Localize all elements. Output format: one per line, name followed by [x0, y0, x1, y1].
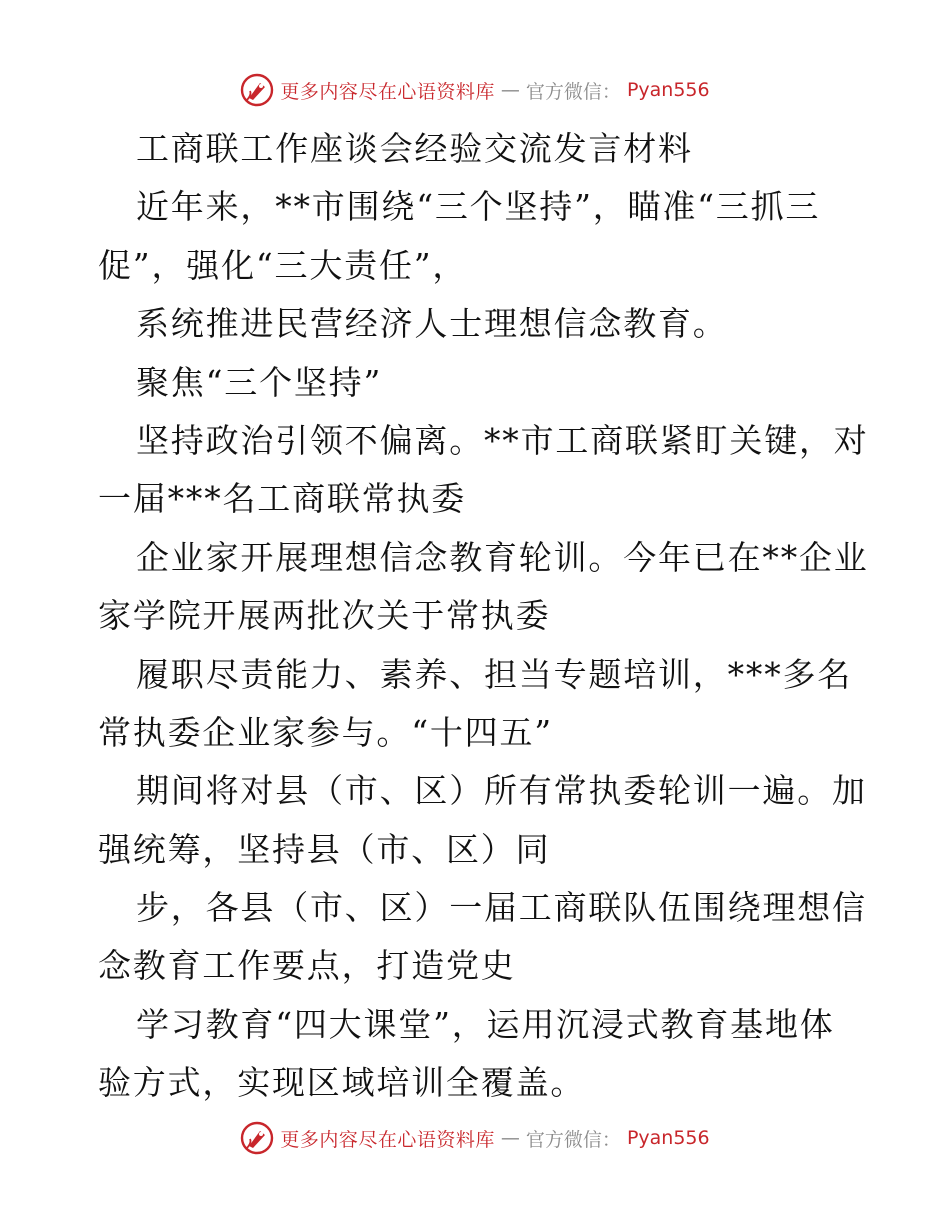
- watermark-wechat-id: Pyan556: [626, 1127, 710, 1149]
- watermark-site-text: 更多内容尽在心语资料库: [280, 1128, 495, 1151]
- paragraph-line: 家学院开展两批次关于常执委: [98, 596, 551, 636]
- paragraph-line: 念教育工作要点，打造党史: [98, 946, 516, 986]
- section-heading: 聚焦“三个坚持”: [136, 362, 383, 402]
- paragraph-line: 促”，强化“三大责任”，: [98, 245, 468, 285]
- paragraph-line: 一届***名工商联常执委: [98, 479, 467, 519]
- watermark-wechat-id: Pyan556: [626, 79, 710, 101]
- watermark-wechat-label: 官方微信：: [525, 1128, 621, 1151]
- document-title: 工商联工作座谈会经验交流发言材料: [136, 129, 693, 168]
- pen-nib-logo-icon: [240, 1121, 274, 1155]
- watermark-wechat-label: 官方微信：: [525, 80, 621, 103]
- document-body: [98, 120, 869, 1113]
- paragraph-line: 常执委企业家参与。“十四五”: [98, 712, 553, 752]
- pen-nib-logo-icon: [240, 73, 274, 107]
- watermark-site-text: 更多内容尽在心语资料库: [280, 80, 495, 103]
- paragraph-line: 强统筹，坚持县（市、区）同: [98, 829, 551, 869]
- paragraph-line: 期间将对县（市、区）所有常执委轮训一遍。加: [136, 771, 867, 811]
- watermark-dash: —: [500, 1127, 520, 1149]
- footer-watermark: [0, 1118, 950, 1158]
- paragraph-line: 企业家开展理想信念教育轮训。今年已在**企业: [136, 537, 869, 577]
- paragraph-line: 验方式，实现区域培训全覆盖。: [98, 1063, 586, 1103]
- paragraph-line: 履职尽责能力、素养、担当专题培训，***多名: [136, 654, 853, 694]
- paragraph-line: 步，各县（市、区）一届工商联队伍围绕理想信: [136, 888, 867, 928]
- watermark-dash: —: [500, 79, 520, 101]
- paragraph-line: 近年来，**市围绕“三个坚持”，瞄准“三抓三: [136, 187, 821, 227]
- header-watermark: [0, 70, 950, 110]
- paragraph-line: 坚持政治引领不偏离。**市工商联紧盯关键，对: [136, 420, 869, 460]
- paragraph-line: 学习教育“四大课堂”，运用沉浸式教育基地体: [136, 1004, 835, 1044]
- paragraph-line: 系统推进民营经济人士理想信念教育。: [136, 304, 728, 344]
